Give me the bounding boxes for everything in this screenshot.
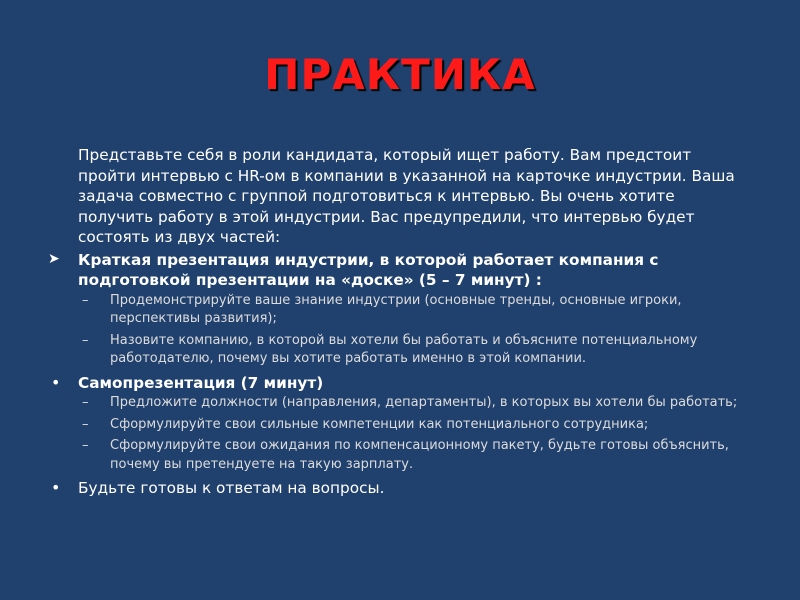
intro-paragraph: Представьте себя в роли кандидата, который ищет работу. Вам предстоит пройти интервью с HR-ом в компании в указанной на карточке индустрии. Ваша задача совместно с группой подготовиться к интервью. Вы очень хотите получить работу в этой индустрии. Вас предупредили, что интервью будет состоять из двух частей:: [78, 146, 735, 246]
arrow-bullet-icon: ➤: [48, 250, 60, 267]
dash-bullet-icon: –: [82, 438, 89, 453]
bullet-text: Краткая презентация индустрии, в которой работает компания с подготовкой презентации на «доске» (5 – 7 минут) :: [78, 250, 659, 289]
sub-bullet-item: [48, 292, 748, 329]
slide-content: [48, 145, 748, 499]
bullet-item-industry-presentation: [48, 250, 748, 291]
sub-bullet-item: [48, 332, 748, 369]
sub-bullet-text: Сформулируйте свои ожидания по компенсационному пакету, будьте готовы объяснить, почему вы претендуете на такую зарплату.: [110, 438, 729, 472]
sub-bullet-text: Предложите должности (направления, департаменты), в которых вы хотели бы работать;: [110, 395, 738, 410]
sub-list: [48, 292, 748, 369]
slide-title: ПРАКТИКА: [264, 50, 536, 99]
sub-list: [48, 394, 748, 474]
sub-bullet-text: Назовите компанию, в которой вы хотели бы работать и объясните потенциальному работодателю, почему вы хотите работать именно в этой компании.: [110, 332, 698, 366]
sub-bullet-item: [48, 437, 748, 474]
dash-bullet-icon: –: [82, 292, 89, 308]
bullet-text: Будьте готовы к ответам на вопросы.: [78, 479, 385, 497]
sub-bullet-text: Продемонстрируйте ваше знание индустрии (основные тренды, основные игроки, перспективы развития);: [110, 292, 682, 326]
dash-bullet-icon: –: [82, 395, 89, 410]
dash-bullet-icon: –: [82, 416, 89, 432]
bullet-item-questions: [48, 478, 748, 499]
dash-bullet-icon: –: [82, 332, 89, 348]
dot-bullet-icon: •: [51, 372, 61, 392]
sub-bullet-item: [48, 416, 748, 435]
dot-bullet-icon: •: [51, 478, 61, 497]
sub-bullet-text: Сформулируйте свои сильные компетенции как потенциального сотрудника;: [110, 416, 649, 432]
sub-bullet-item: [48, 394, 748, 413]
bullet-text: Самопрезентация (7 минут): [78, 373, 324, 392]
bullet-item-self-presentation: [48, 373, 748, 394]
